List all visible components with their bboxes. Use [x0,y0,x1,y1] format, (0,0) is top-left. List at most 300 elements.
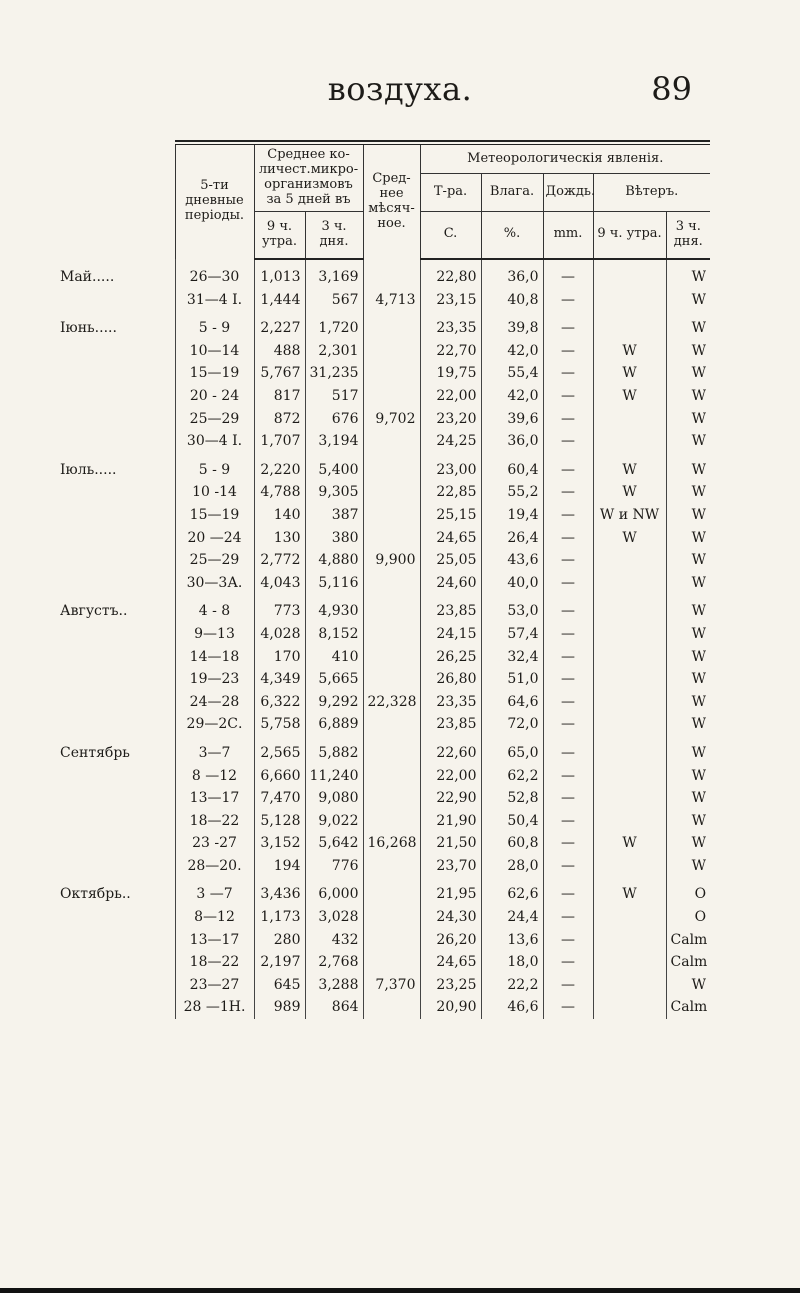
data-table-container [10,145,710,1019]
temp-cell: 24,30 [420,906,481,929]
temp-cell: 22,00 [420,764,481,787]
period-cell: 20 - 24 [175,385,254,408]
period-cell: 20 —24 [175,526,254,549]
period-cell: 26—30 [175,259,254,289]
running-title: воздуха. [327,70,473,108]
humidity-cell: 24,4 [481,906,543,929]
humidity-cell: 55,4 [481,362,543,385]
wind-3-cell: W [666,311,710,340]
mean-cell [363,996,420,1019]
humidity-cell: 57,4 [481,623,543,646]
mean-cell [363,311,420,340]
table-row [10,951,710,974]
wind-9-cell [593,974,666,997]
temp-cell: 19,75 [420,362,481,385]
humidity-cell: 60,4 [481,453,543,482]
wind-9-cell [593,571,666,594]
rain-cell: — [543,764,593,787]
humidity-cell: 39,6 [481,407,543,430]
humidity-cell: 36,0 [481,430,543,453]
month-label [10,668,175,691]
temp-cell: 21,50 [420,832,481,855]
table-row [10,645,710,668]
micro-9-cell: 989 [254,996,305,1019]
wind-3-cell: W [666,736,710,765]
table-row [10,362,710,385]
rain-cell: — [543,385,593,408]
wind-9-cell [593,951,666,974]
month-label: Октябрь.. [60,886,131,903]
page-number: 89 [651,70,692,108]
temp-cell: 25,05 [420,549,481,572]
micro-3-cell: 776 [305,855,363,878]
wind-3-cell: W [666,362,710,385]
table-row [10,385,710,408]
temp-header: Т-ра. [420,174,481,211]
table-row [10,713,710,736]
mean-cell [363,877,420,906]
mean-cell [363,713,420,736]
micro-9-cell: 5,128 [254,809,305,832]
month-label [10,571,175,594]
humidity-cell: 64,6 [481,690,543,713]
wind-9-cell [593,906,666,929]
micro-3-cell: 5,116 [305,571,363,594]
period-cell: 10 -14 [175,481,254,504]
rain-cell: — [543,877,593,906]
rain-cell: — [543,787,593,810]
period-cell: 8—12 [175,906,254,929]
wind-9-cell [593,645,666,668]
rain-cell: — [543,594,593,623]
wind-3-cell: W [666,855,710,878]
micro-3-cell: 5,665 [305,668,363,691]
wind-9-cell: W и NW [593,504,666,527]
humidity-cell: 40,8 [481,288,543,311]
wind-9-cell [593,288,666,311]
micro-9-cell: 4,028 [254,623,305,646]
micro-3-cell: 410 [305,645,363,668]
table-row [10,430,710,453]
micro-3-cell: 3,194 [305,430,363,453]
period-cell: 3—7 [175,736,254,765]
micro-3-cell: 517 [305,385,363,408]
month-label [10,385,175,408]
humidity-cell: 42,0 [481,385,543,408]
wind-9-cell [593,690,666,713]
table-row [10,855,710,878]
rain-unit-header: mm. [543,211,593,259]
micro-9-cell: 4,788 [254,481,305,504]
temp-cell: 21,90 [420,809,481,832]
table-row [10,623,710,646]
micro-3-cell: 9,305 [305,481,363,504]
wind-9-cell: W [593,340,666,363]
micro-9-cell: 817 [254,385,305,408]
wind-9-cell [593,736,666,765]
micro-9-cell: 645 [254,974,305,997]
temp-cell: 24,65 [420,526,481,549]
wind-3-cell: Calm [666,996,710,1019]
wind-9-cell [593,764,666,787]
period-cell: 15—19 [175,362,254,385]
period-cell: 13—17 [175,787,254,810]
humidity-cell: 50,4 [481,809,543,832]
temp-cell: 22,70 [420,340,481,363]
mean-cell [363,623,420,646]
temp-cell: 26,25 [420,645,481,668]
temp-cell: 23,85 [420,594,481,623]
period-cell: 18—22 [175,809,254,832]
temp-cell: 22,00 [420,385,481,408]
mean-cell: 7,370 [363,974,420,997]
wind-9-cell [593,713,666,736]
wind-3-cell: W [666,571,710,594]
wind-3-cell: W [666,645,710,668]
wind-9-cell [593,407,666,430]
micro-9-cell: 140 [254,504,305,527]
wind-3-cell: W [666,385,710,408]
temp-cell: 21,95 [420,877,481,906]
humidity-cell: 65,0 [481,736,543,765]
micro-3-cell: 9,080 [305,787,363,810]
mean-cell [363,809,420,832]
wind-3-cell: W [666,526,710,549]
period-cell: 19—23 [175,668,254,691]
micro-9-cell: 6,322 [254,690,305,713]
temp-cell: 23,85 [420,713,481,736]
wind-3-cell: W [666,288,710,311]
mean-cell [363,340,420,363]
micro-9-cell: 2,772 [254,549,305,572]
month-label: Іюнь..... [60,320,117,337]
rain-cell: — [543,645,593,668]
micro-9-cell: 2,565 [254,736,305,765]
wind-9-cell [593,996,666,1019]
mean-cell: 4,713 [363,288,420,311]
wind-3-cell: W [666,832,710,855]
temp-cell: 26,20 [420,928,481,951]
humidity-cell: 19,4 [481,504,543,527]
micro-9-cell: 872 [254,407,305,430]
rain-cell: — [543,571,593,594]
micro-3-cell: 676 [305,407,363,430]
wind-9-cell [593,430,666,453]
temp-cell: 23,00 [420,453,481,482]
micro-9-cell: 4,043 [254,571,305,594]
humidity-cell: 18,0 [481,951,543,974]
period-cell: 5 - 9 [175,453,254,482]
period-cell: 15—19 [175,504,254,527]
wind-9-cell: W [593,832,666,855]
period-header: 5-ти дневные періоды. [175,145,254,259]
mean-cell [363,504,420,527]
month-label [10,504,175,527]
month-label [10,288,175,311]
wind-9-cell [593,549,666,572]
mean-cell [363,668,420,691]
micro-9-cell: 2,227 [254,311,305,340]
month-label [10,407,175,430]
micro-9-cell: 280 [254,928,305,951]
table-row [10,526,710,549]
micro-3-cell: 5,400 [305,453,363,482]
micro-3-cell: 2,301 [305,340,363,363]
month-label: Май..... [60,268,115,285]
mean-header: Сред-нее мѣсяч-ное. [363,145,420,259]
month-label [10,996,175,1019]
period-cell: 30—3А. [175,571,254,594]
micro-9-cell: 4,349 [254,668,305,691]
table-row [10,453,710,482]
temp-cell: 26,80 [420,668,481,691]
mean-cell [363,736,420,765]
mean-cell [363,430,420,453]
micro-group-header: Среднее ко-личест.микро-организмовъ за 5 дней въ [254,145,363,211]
humidity-cell: 26,4 [481,526,543,549]
temp-cell: 23,35 [420,311,481,340]
temp-cell: 22,85 [420,481,481,504]
table-row [10,690,710,713]
humidity-cell: 42,0 [481,340,543,363]
rain-cell: — [543,288,593,311]
month-label [10,549,175,572]
micro-3-cell: 864 [305,996,363,1019]
mean-cell [363,906,420,929]
mean-cell: 22,328 [363,690,420,713]
micro-9-cell: 1,173 [254,906,305,929]
micro-3-cell: 4,880 [305,549,363,572]
wind-3-cell: W [666,407,710,430]
wind-9-cell: W [593,362,666,385]
table-row [10,877,710,906]
humidity-cell: 13,6 [481,928,543,951]
temp-cell: 23,35 [420,690,481,713]
table-row [10,832,710,855]
temp-unit-header: C. [420,211,481,259]
micro-3-cell: 6,889 [305,713,363,736]
rain-cell: — [543,526,593,549]
mean-cell [363,928,420,951]
table-top-rule [175,140,710,142]
table-row [10,668,710,691]
temp-cell: 22,60 [420,736,481,765]
micro-3-cell: 567 [305,288,363,311]
micro-3-cell: 4,930 [305,594,363,623]
page-bottom-edge [0,1288,800,1293]
micro-9-cell: 2,220 [254,453,305,482]
period-cell: 9—13 [175,623,254,646]
mean-cell [363,951,420,974]
wind-3-cell: W [666,453,710,482]
humidity-cell: 62,6 [481,877,543,906]
month-header-blank [10,145,175,259]
month-label: Іюль..... [60,461,117,478]
mean-cell [363,385,420,408]
humidity-cell: 22,2 [481,974,543,997]
wind-9-cell [593,594,666,623]
humidity-cell: 51,0 [481,668,543,691]
mean-cell [363,526,420,549]
period-cell: 13—17 [175,928,254,951]
rain-cell: — [543,453,593,482]
humidity-header: Влага. [481,174,543,211]
mean-cell [363,787,420,810]
micro-3-cell: 1,720 [305,311,363,340]
period-cell: 24—28 [175,690,254,713]
rain-cell: — [543,928,593,951]
table-row [10,996,710,1019]
temp-cell: 24,15 [420,623,481,646]
table-row [10,504,710,527]
micro-9-cell: 6,660 [254,764,305,787]
month-label [10,855,175,878]
humidity-cell: 60,8 [481,832,543,855]
page-header [0,70,800,110]
month-label [10,974,175,997]
wind-9-cell [593,311,666,340]
rain-cell: — [543,974,593,997]
micro-9-cell: 5,758 [254,713,305,736]
period-cell: 25—29 [175,549,254,572]
period-cell: 10—14 [175,340,254,363]
month-label [10,526,175,549]
mean-cell [363,362,420,385]
micro-9-cell: 1,444 [254,288,305,311]
wind-3-cell: W [666,713,710,736]
table-row [10,787,710,810]
wind-3-cell: O [666,906,710,929]
micro-3-cell: 5,882 [305,736,363,765]
micro-3-cell: 3,169 [305,259,363,289]
table-row [10,928,710,951]
wind-3-cell: O [666,877,710,906]
humidity-cell: 36,0 [481,259,543,289]
wind-3-cell: W [666,481,710,504]
period-cell: 28—20. [175,855,254,878]
rain-cell: — [543,690,593,713]
temp-cell: 25,15 [420,504,481,527]
period-cell: 31—4 I. [175,288,254,311]
table-head [10,145,710,259]
month-label [10,340,175,363]
period-cell: 8 —12 [175,764,254,787]
month-label: Августъ.. [60,603,128,620]
wind-3-cell: W [666,549,710,572]
rain-cell: — [543,996,593,1019]
table-row [10,809,710,832]
table-row [10,407,710,430]
table-row [10,594,710,623]
micro-9-cell: 2,197 [254,951,305,974]
micro-9-cell: 5,767 [254,362,305,385]
rain-cell: — [543,430,593,453]
wind-9-cell: W [593,453,666,482]
humidity-cell: 28,0 [481,855,543,878]
micro-9-cell: 7,470 [254,787,305,810]
micro-9-cell: 170 [254,645,305,668]
micro-3-cell: 380 [305,526,363,549]
micro-3-cell: 387 [305,504,363,527]
month-label [10,713,175,736]
wind-3-cell: W [666,340,710,363]
humidity-cell: 53,0 [481,594,543,623]
rain-cell: — [543,340,593,363]
micro-3-cell: 5,642 [305,832,363,855]
micro-9-cell: 773 [254,594,305,623]
wind-3-cell: W [666,594,710,623]
micro-9-header: 9 ч. утра. [254,211,305,259]
wind-3-header: 3 ч. дня. [666,211,710,259]
mean-cell [363,259,420,289]
month-label [10,764,175,787]
wind-3-cell: W [666,430,710,453]
month-label [10,690,175,713]
temp-cell: 20,90 [420,996,481,1019]
micro-9-cell: 3,436 [254,877,305,906]
month-label [10,951,175,974]
mean-cell [363,645,420,668]
temp-cell: 23,20 [420,407,481,430]
micro-3-cell: 31,235 [305,362,363,385]
temp-cell: 23,70 [420,855,481,878]
micro-9-cell: 194 [254,855,305,878]
month-label [10,906,175,929]
mean-cell: 16,268 [363,832,420,855]
wind-9-header: 9 ч. утра. [593,211,666,259]
month-label [10,809,175,832]
micro-3-cell: 6,000 [305,877,363,906]
table-row [10,311,710,340]
wind-9-cell [593,259,666,289]
temp-cell: 24,65 [420,951,481,974]
rain-cell: — [543,549,593,572]
period-cell: 14—18 [175,645,254,668]
period-cell: 30—4 I. [175,430,254,453]
period-cell: 3 —7 [175,877,254,906]
humidity-cell: 72,0 [481,713,543,736]
table-row [10,549,710,572]
wind-9-cell: W [593,385,666,408]
table-row [10,974,710,997]
month-label [10,787,175,810]
wind-9-cell [593,855,666,878]
table-row [10,906,710,929]
micro-3-header: 3 ч. дня. [305,211,363,259]
table-row [10,340,710,363]
rain-cell: — [543,713,593,736]
month-label [10,623,175,646]
wind-9-cell [593,668,666,691]
rain-cell: — [543,481,593,504]
table-row [10,764,710,787]
wind-3-cell: W [666,504,710,527]
micro-3-cell: 11,240 [305,764,363,787]
month-label [10,928,175,951]
month-label [10,430,175,453]
wind-3-cell: Calm [666,928,710,951]
mean-cell [363,571,420,594]
period-cell: 23—27 [175,974,254,997]
micro-3-cell: 3,028 [305,906,363,929]
humidity-cell: 52,8 [481,787,543,810]
wind-3-cell: W [666,259,710,289]
observations-table [10,145,710,1019]
wind-9-cell [593,928,666,951]
rain-cell: — [543,906,593,929]
mean-cell [363,764,420,787]
micro-3-cell: 9,292 [305,690,363,713]
